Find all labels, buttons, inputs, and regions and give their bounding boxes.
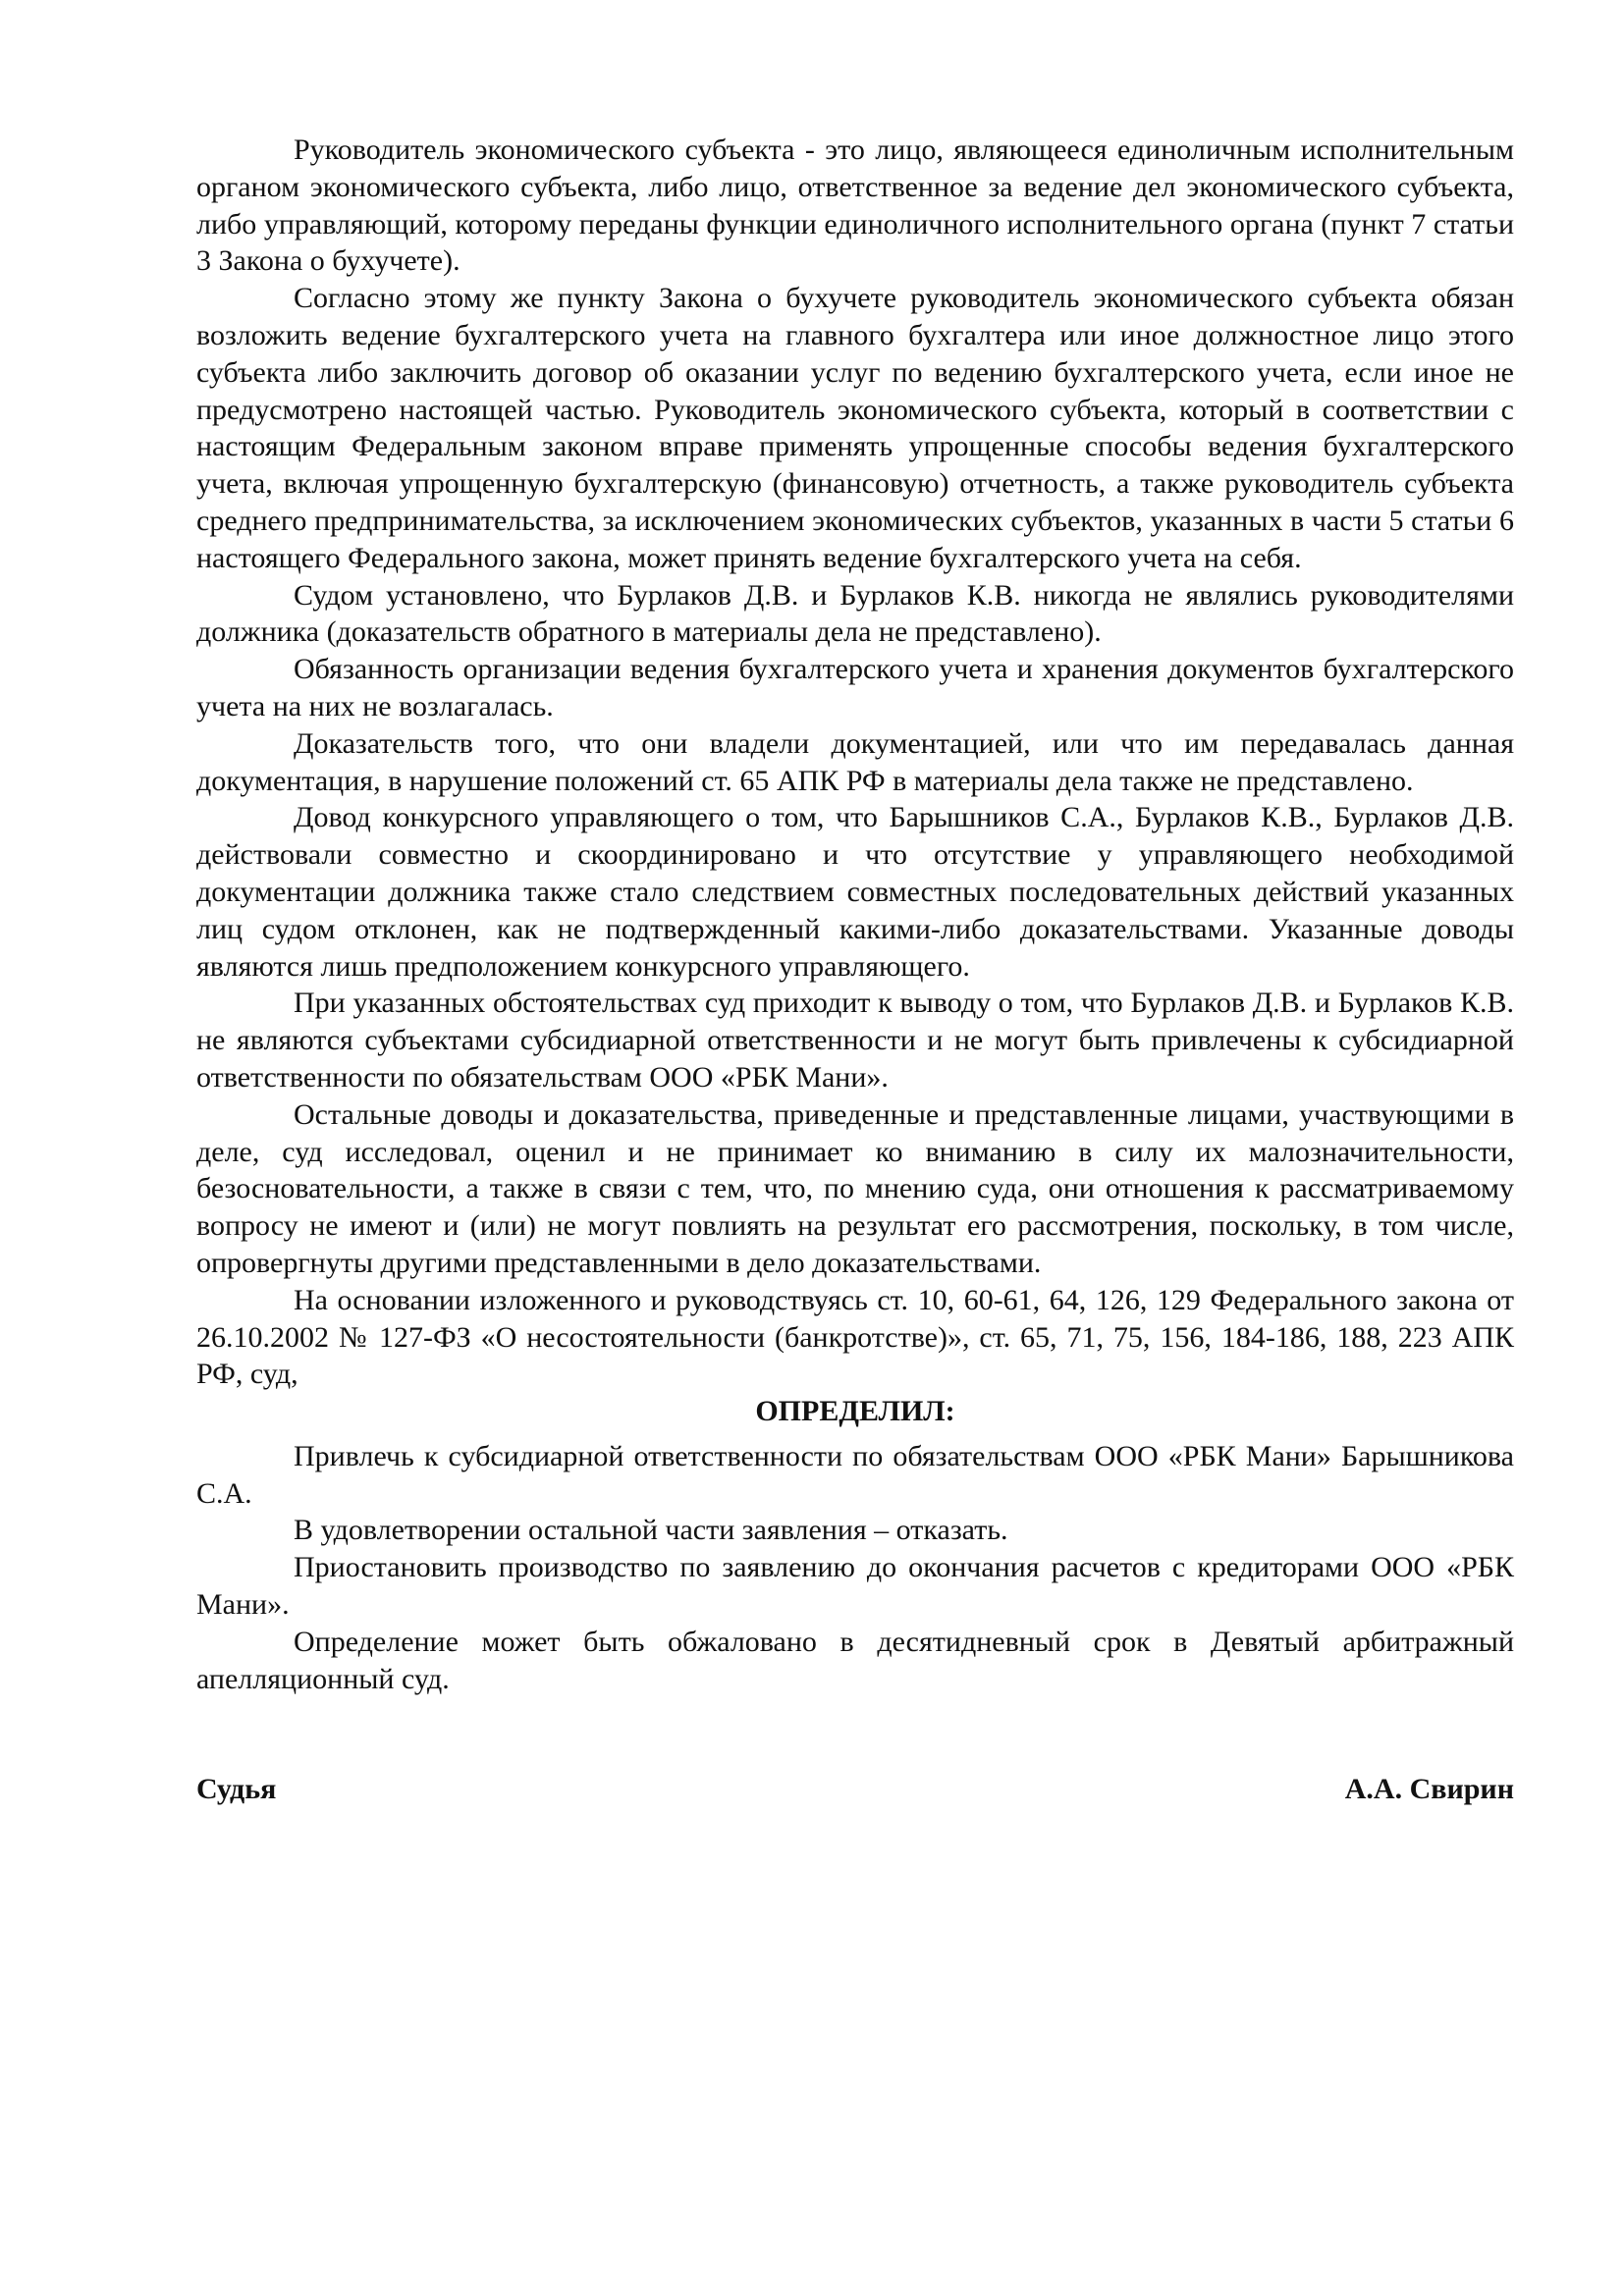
paragraph-legal-basis: На основании изложенного и руководствуясь ст. 10, 60-61, 64, 126, 129 Федерального закона от 26.10.2002 № 127-ФЗ «О несостоятельности (банкротстве)», ст. 65, 71, 75, 156, 184-186, 188, 223 АПК РФ, суд, — [196, 1283, 1514, 1391]
judge-title: Судья — [196, 1773, 277, 1806]
decision-block — [196, 1438, 1514, 1698]
signature-block — [196, 1771, 1514, 1808]
paragraph-accounting-duty: Согласно этому же пункту Закона о бухучете руководитель экономического субъекта обязан возложить ведение бухгалтерского учета на главного бухгалтера или иное должностное лицо этого субъекта либо заключить договор об оказании услуг по ведению бухгалтерского учета, если иное не предусмотрено настоящей частью. Руководитель экономического субъекта, который в соответствии с настоящим Федеральным законом вправе применять упрощенные способы ведения бухгалтерского учета, включая упрощенную бухгалтерскую (финансовую) отчетность, а также руководитель субъекта среднего предпринимательства, за исключением экономических субъектов, указанных в части 5 статьи 6 настоящего Федерального закона, может принять ведение бухгалтерского учета на себя. — [196, 282, 1514, 574]
paragraph-head-definition: Руководитель экономического субъекта - это лицо, являющееся единоличным исполнительным органом экономического субъекта, либо лицо, ответственное за ведение дел экономического субъекта, либо управляющий, которому переданы функции единоличного исполнительного органа (пункт 7 статьи 3 Закона о бухучете). — [196, 133, 1514, 278]
decision-item-appeal: Определение может быть обжаловано в десятидневный срок в Девятый арбитражный апелляционный суд. — [196, 1625, 1514, 1695]
decision-heading: ОПРЕДЕЛИЛ: — [755, 1395, 955, 1428]
paragraph-conclusion: При указанных обстоятельствах суд приходит к выводу о том, что Бурлаков Д.В. и Бурлаков К.В. не являются субъектами субсидиарной ответственности и не могут быть привлечены к субсидиарной ответственности по обязательствам ООО «РБК Мани». — [196, 987, 1514, 1094]
paragraph-court-finding: Судом установлено, что Бурлаков Д.В. и Бурлаков К.В. никогда не являлись руководителями должника (доказательств обратного в материалы дела не представлено). — [196, 578, 1514, 649]
decision-item-suspend: Приостановить производство по заявлению до окончания расчетов с кредиторами ООО «РБК Мани». — [196, 1551, 1514, 1622]
document-page — [196, 132, 1514, 1808]
paragraph-no-obligation: Обязанность организации ведения бухгалтерского учета и хранения документов бухгалтерского учета на них не возлагалась. — [196, 653, 1514, 722]
judge-name: А.А. Свирин — [1344, 1773, 1514, 1806]
paragraph-no-evidence: Доказательств того, что они владели документацией, или что им передавалась данная документация, в нарушение положений ст. 65 АПК РФ в материалы дела также не представлено. — [196, 726, 1514, 797]
decision-item-liability: Привлечь к субсидиарной ответственности по обязательствам ООО «РБК Мани» Барышникова С.А. — [196, 1439, 1514, 1510]
paragraph-other-arguments: Остальные доводы и доказательства, приведенные и представленные лицами, участвующими в деле, суд исследовал, оценил и не принимает ко вниманию в силу их малозначительности, безосновательности, а также в связи с тем, что, по мнению суда, они отношения к рассматриваемому вопросу не имеют и (или) не могут повлиять на результат его рассмотрения, поскольку, в том числе, опровергнуты другими представленными в дело доказательствами. — [196, 1097, 1514, 1279]
decision-item-refuse: В удовлетворении остальной части заявления – отказать. — [294, 1514, 1008, 1547]
paragraph-manager-argument: Довод конкурсного управляющего о том, что Барышников С.А., Бурлаков К.В., Бурлаков Д.В. действовали совместно и скоординировано и что отсутствие у управляющего необходимой документации должника также стало следствием совместных последовательных действий указанных лиц судом отклонен, как не подтвержденный какими-либо доказательствами. Указанные доводы являются лишь предположением конкурсного управляющего. — [196, 801, 1514, 983]
